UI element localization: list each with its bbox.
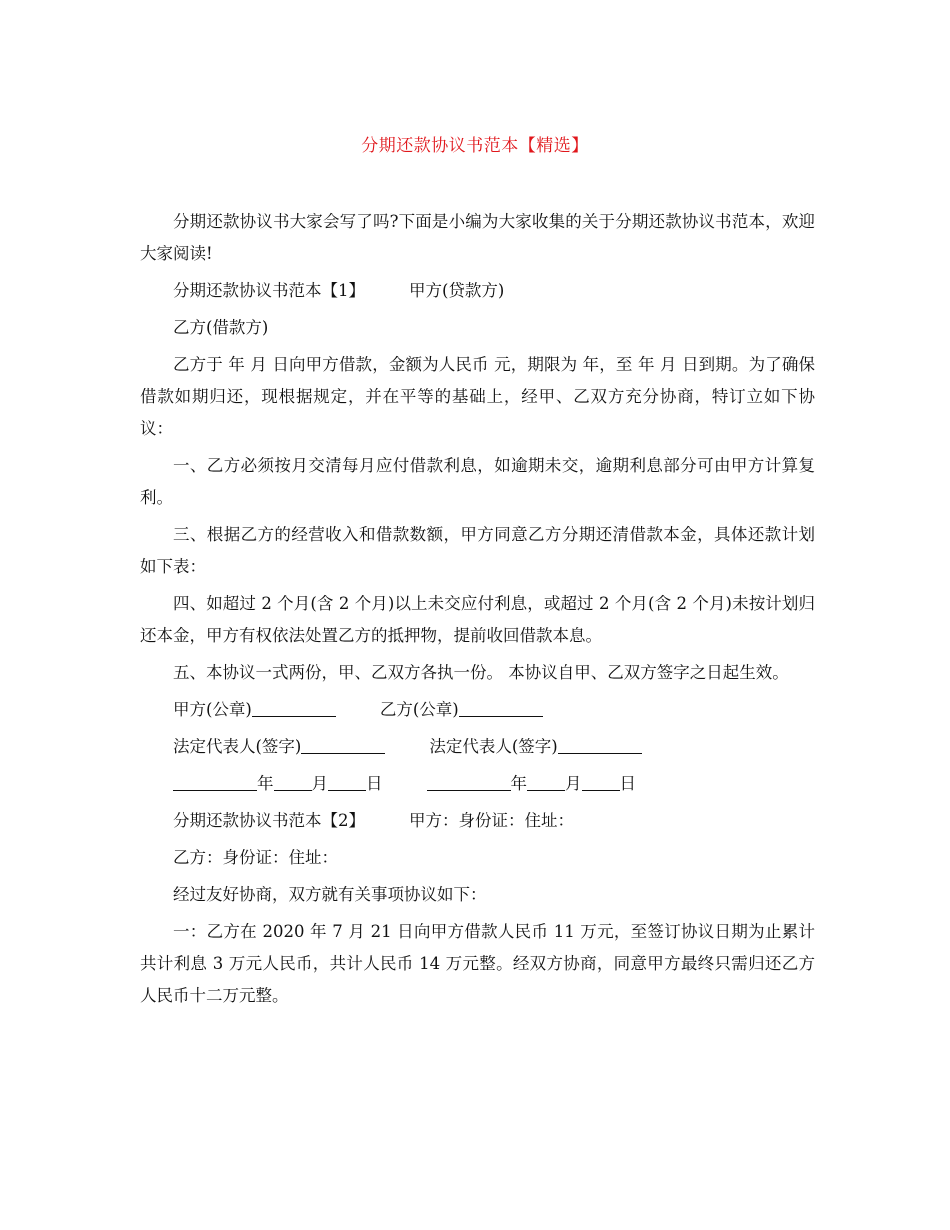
party-b-year-label: 年 [510,774,527,793]
party-b-rep-blank [558,735,642,754]
party-b-seal-blank [459,698,543,717]
sample2-party-a: 甲方：身份证：住址： [409,811,574,830]
sample1-paragraph-5: 五、本协议一式两份，甲、乙双方各执一份。 本协议自甲、乙双方签字之日起生效。 [173,663,789,682]
sample2-heading: 分期还款协议书范本【2】 [173,811,365,830]
party-b-month-blank [527,772,565,791]
signature-seal-line [140,694,815,726]
sample1-heading: 分期还款协议书范本【1】 [173,281,365,300]
party-a-month-blank [274,772,312,791]
intro-paragraph: 分期还款协议书大家会写了吗?下面是小编为大家收集的关于分期还款协议书范本，欢迎大家阅读! [140,212,815,263]
sample2-heading-line [140,805,815,837]
party-a-day-blank [328,772,366,791]
sample2-paragraph-1: 经过友好协商，双方就有关事项协议如下： [173,885,487,904]
sample1-party-b: 乙方(借款方) [173,318,269,337]
party-a-rep-label: 法定代表人(签字) [173,737,302,756]
signature-rep-line [140,731,815,763]
sample1-party-a: 甲方(贷款方) [409,281,505,300]
party-a-rep-blank [301,735,385,754]
sample2-party-b: 乙方：身份证：住址： [173,848,338,867]
party-a-seal-label: 甲方(公章) [173,700,252,719]
sample1-paragraph-1: 乙方于 年 月 日向甲方借款，金额为人民币 元，期限为 年，至 年 月 日到期。为了确保借款如期归还，现根据规定，并在平等的基础上，经甲、乙双方充分协商，特订立如下协议： [140,355,815,438]
party-b-day-label: 日 [619,774,636,793]
party-b-month-label: 月 [565,774,582,793]
sample1-paragraph-2: 一、乙方必须按月交清每月应付借款利息，如逾期未交，逾期利息部分可由甲方计算复利。 [140,456,815,507]
sample1-paragraph-4: 四、如超过 2 个月(含 2 个月)以上未交应付利息，或超过 2 个月(含 2 个月)未按计划归还本金，甲方有权依法处置乙方的抵押物，提前收回借款本息。 [140,594,815,645]
party-a-year-blank [173,772,257,791]
party-a-seal-blank [252,698,336,717]
signature-date-line [140,768,815,800]
sample1-paragraph-3: 三、根据乙方的经营收入和借款数额，甲方同意乙方分期还清借款本金，具体还款计划如下表： [140,525,815,576]
party-b-rep-label: 法定代表人(签字) [429,737,558,756]
party-a-month-label: 月 [311,774,328,793]
document-body [140,206,815,1017]
document-title: 分期还款协议书范本【精选】 [361,136,589,156]
party-a-day-label: 日 [366,774,383,793]
party-a-year-label: 年 [257,774,274,793]
sample2-paragraph-2: 一：乙方在 2020 年 7 月 21 日向甲方借款人民币 11 万元，至签订协议日期为止累计共计利息 3 万元人民币，共计人民币 14 万元整。经双方协商，同意甲方最终只需归还乙方人民币十二万元整。 [140,922,815,1005]
party-b-day-blank [582,772,620,791]
party-b-year-blank [427,772,511,791]
sample1-heading-line [140,275,815,307]
party-b-seal-label: 乙方(公章) [379,700,459,719]
